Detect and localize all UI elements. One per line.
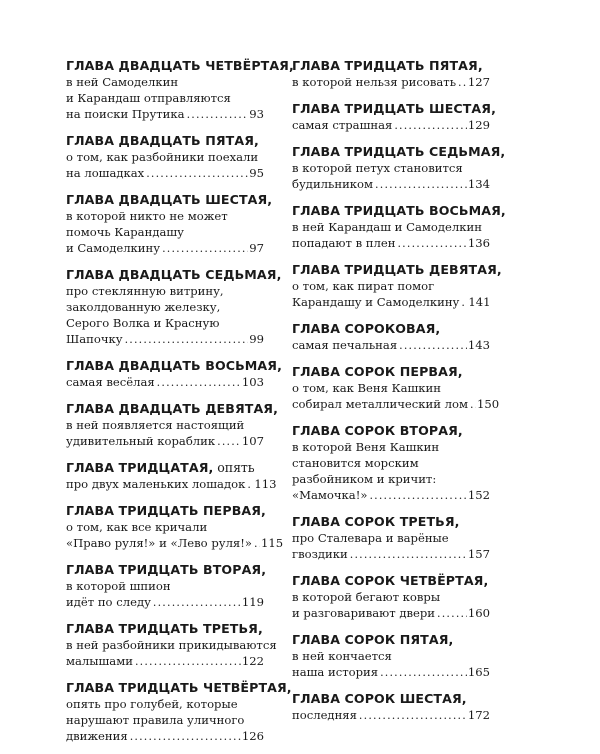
chapter-heading (66, 266, 282, 283)
chapter-description-line (66, 149, 264, 165)
description-text: на лошадках (66, 166, 145, 180)
description-text: в которой шпион (66, 579, 171, 593)
toc-entry (66, 57, 294, 123)
chapter-description-line (292, 471, 490, 487)
description-text: опять про голубей, которые (66, 697, 238, 711)
chapter-description-line (292, 530, 490, 546)
chapter-heading (292, 631, 490, 648)
chapter-title: ГЛАВА СОРОК ЧЕТВЁРТАЯ, (292, 573, 489, 588)
chapter-title: ГЛАВА ТРИДЦАТЬ ВТОРАЯ, (66, 562, 267, 577)
toc-entry (66, 502, 284, 552)
dot-leader (458, 75, 467, 91)
chapter-description-line (292, 396, 500, 413)
chapter-description-line (66, 90, 264, 106)
description-text: Шапочку (66, 332, 123, 346)
description-text: заколдованную железку, (66, 300, 221, 314)
dot-leader (470, 397, 476, 413)
description-text: самая страшная (292, 118, 393, 132)
chapter-heading (292, 422, 490, 439)
chapter-description-line (66, 224, 264, 240)
chapter-heading (66, 57, 294, 74)
toc-entry (66, 561, 267, 611)
toc-entry (66, 459, 277, 493)
dot-leader (157, 375, 241, 391)
chapter-title: ГЛАВА ТРИДЦАТЬ ВОСЬМАЯ, (292, 203, 506, 218)
chapter-description-line (66, 535, 284, 552)
chapter-heading (66, 502, 264, 519)
chapter-title: ГЛАВА ТРИДЦАТЬ ШЕСТАЯ, (292, 101, 496, 116)
toc-entry (66, 679, 292, 745)
description-text: на поиски Прутика (66, 107, 185, 121)
toc-entry (292, 513, 490, 563)
toc-entry (292, 261, 502, 311)
description-text: в которой Веня Кашкин (292, 440, 440, 454)
chapter-description-line (292, 74, 490, 91)
toc-entry (66, 357, 282, 391)
dot-leader (146, 166, 248, 182)
description-text: про стеклянную витрину, (66, 284, 224, 298)
description-text: нарушают правила уличного (66, 713, 245, 727)
description-text: попадают в плен (292, 236, 396, 250)
dot-leader (125, 332, 249, 348)
description-text: в ней появляется настоящий (66, 418, 245, 432)
chapter-description-line (292, 294, 490, 311)
toc-entry (292, 422, 490, 504)
chapter-heading (292, 690, 490, 707)
chapter-title: ГЛАВА ДВАДЦАТЬ ШЕСТАЯ, (66, 192, 273, 207)
chapter-heading (292, 202, 506, 219)
page-number: 172 (467, 708, 490, 722)
description-text: в ней кончается (292, 649, 392, 663)
chapter-title: ГЛАВА ДВАДЦАТЬ ЧЕТВЁРТАЯ, (66, 58, 294, 73)
chapter-description-line (292, 455, 490, 471)
chapter-heading (66, 459, 264, 476)
chapter-title: ГЛАВА ДВАДЦАТЬ СЕДЬМАЯ, (66, 267, 282, 282)
chapter-description-line (66, 315, 264, 331)
toc-entry (66, 266, 282, 348)
chapter-title: ГЛАВА ДВАДЦАТЬ ПЯТАЯ, (66, 133, 259, 148)
toc-entry (292, 631, 490, 681)
page-number: 93 (249, 107, 264, 121)
chapter-description-line (66, 637, 277, 653)
page-number: 150 (477, 397, 500, 411)
chapter-description-line (292, 337, 490, 354)
chapter-description-line (292, 648, 490, 664)
toc-entry (292, 572, 490, 622)
dot-leader (135, 654, 241, 670)
description-text: в которой петух становится (292, 161, 463, 175)
dot-leader (254, 536, 260, 552)
chapter-title: ГЛАВА ТРИДЦАТЬ СЕДЬМАЯ, (292, 144, 506, 159)
toc-entry (66, 400, 278, 450)
dot-leader (153, 595, 241, 611)
dot-leader (130, 729, 241, 745)
chapter-description-line (66, 74, 264, 90)
page-number: 157 (467, 547, 490, 561)
toc-entry (292, 202, 506, 252)
chapter-title: ГЛАВА ТРИДЦАТЬ ПЯТАЯ, (292, 58, 483, 73)
dot-leader (399, 338, 467, 354)
toc-left-column (66, 57, 294, 754)
description-text: Карандашу и Самоделкину (292, 295, 460, 309)
description-text: в ней Карандаш и Самоделкин (292, 220, 482, 234)
chapter-description-line (66, 240, 264, 257)
chapter-title: ГЛАВА ТРИДЦАТАЯ, (66, 460, 214, 475)
chapter-heading (292, 143, 506, 160)
chapter-heading (292, 572, 490, 589)
chapter-description-line (66, 433, 264, 450)
chapter-description-line (292, 278, 490, 294)
chapter-title: ГЛАВА ДВАДЦАТЬ ДЕВЯТАЯ, (66, 401, 278, 416)
description-text: про двух маленьких лошадок (66, 477, 246, 491)
chapter-description-line (66, 712, 264, 728)
chapter-heading (66, 679, 292, 696)
chapter-heading (66, 357, 282, 374)
dot-leader (375, 177, 467, 193)
chapter-title: ГЛАВА ТРИДЦАТЬ ТРЕТЬЯ, (66, 621, 263, 636)
toc-entry (292, 57, 490, 91)
chapter-heading (292, 57, 490, 74)
chapter-title: ГЛАВА ТРИДЦАТЬ ПЕРВАЯ, (66, 503, 266, 518)
chapter-title: ГЛАВА СОРОКОВАЯ, (292, 321, 441, 336)
chapter-description-line (66, 578, 264, 594)
toc-entry (292, 100, 496, 134)
dot-leader (217, 434, 241, 450)
description-text: в которой нельзя рисовать (292, 75, 457, 89)
chapter-description-line (292, 117, 490, 134)
description-text: и Карандаш отправляются (66, 91, 231, 105)
chapter-description-line (292, 219, 490, 235)
chapter-description-line (292, 707, 490, 724)
chapter-description-line (66, 208, 264, 224)
page-number: 126 (241, 729, 264, 743)
toc-entry (66, 191, 273, 257)
chapter-description-line (66, 728, 264, 745)
chapter-description-line (292, 487, 490, 504)
chapter-description-line (66, 696, 264, 712)
chapter-title: ГЛАВА ДВАДЦАТЬ ВОСЬМАЯ, (66, 358, 282, 373)
toc-entry (292, 143, 506, 193)
description-text: удивительный кораблик (66, 434, 216, 448)
chapter-description-line (292, 589, 490, 605)
chapter-description-line (66, 594, 264, 611)
chapter-title-continuation: опять (213, 460, 255, 475)
chapter-title: ГЛАВА СОРОК ВТОРАЯ, (292, 423, 463, 438)
description-text: самая печальная (292, 338, 398, 352)
description-text: наша история (292, 665, 379, 679)
page-number: 97 (249, 241, 264, 255)
page-number: 107 (241, 434, 264, 448)
description-text: помочь Карандашу (66, 225, 184, 239)
chapter-heading (292, 261, 502, 278)
description-text: идёт по следу (66, 595, 151, 609)
description-text: и разговаривают двери (292, 606, 436, 620)
chapter-description-line (292, 176, 490, 193)
chapter-heading (66, 132, 264, 149)
toc-entry (66, 620, 277, 670)
chapter-heading (292, 100, 496, 117)
page-number: 115 (261, 536, 284, 550)
description-text: и Самоделкину (66, 241, 161, 255)
page-number: 99 (249, 332, 264, 346)
chapter-description-line (66, 519, 264, 535)
chapter-heading (66, 191, 273, 208)
dot-leader (394, 118, 467, 134)
description-text: будильником (292, 177, 374, 191)
chapter-title: ГЛАВА ТРИДЦАТЬ ЧЕТВЁРТАЯ, (66, 680, 292, 695)
chapter-heading (66, 561, 267, 578)
chapter-title: ГЛАВА ТРИДЦАТЬ ДЕВЯТАЯ, (292, 262, 502, 277)
page-number: 141 (468, 295, 491, 309)
chapter-title: ГЛАВА СОРОК ПЕРВАЯ, (292, 364, 463, 379)
description-text: последняя (292, 708, 357, 722)
chapter-description-line (66, 331, 264, 348)
description-text: про Сталевара и варёные (292, 531, 449, 545)
chapter-description-line (66, 374, 264, 391)
page-number: 103 (241, 375, 264, 389)
chapter-description-line (66, 299, 264, 315)
chapter-heading (66, 400, 278, 417)
chapter-description-line (66, 165, 264, 182)
page-number: 136 (467, 236, 490, 250)
dot-leader (247, 477, 253, 493)
chapter-description-line (292, 664, 490, 681)
description-text: становится морским (292, 456, 419, 470)
description-text: малышами (66, 654, 133, 668)
chapter-description-line (292, 235, 490, 252)
chapter-description-line (66, 283, 264, 299)
chapter-description-line (292, 439, 490, 455)
chapter-description-line (292, 380, 490, 396)
page-number: 127 (467, 75, 490, 89)
dot-leader (187, 107, 249, 123)
page-number: 134 (467, 177, 490, 191)
description-text: в которой бегают ковры (292, 590, 441, 604)
dot-leader (350, 547, 467, 563)
chapter-title: ГЛАВА СОРОК ШЕСТАЯ, (292, 691, 467, 706)
description-text: самая весёлая (66, 375, 155, 389)
chapter-description-line (66, 106, 264, 123)
page-number: 165 (467, 665, 490, 679)
chapter-description-line (292, 605, 490, 622)
page-number: 95 (249, 166, 264, 180)
dot-leader (369, 488, 466, 504)
toc-right-column (292, 57, 506, 733)
description-text: «Мамочка!» (292, 488, 368, 502)
description-text: в ней Самоделкин (66, 75, 179, 89)
description-text: в ней разбойники прикидываются (66, 638, 277, 652)
description-text: разбойником и кричит: (292, 472, 437, 486)
chapter-description-line (292, 160, 490, 176)
page-number: 152 (467, 488, 490, 502)
chapter-heading (66, 620, 264, 637)
page-number: 160 (467, 606, 490, 620)
chapter-heading (292, 363, 490, 380)
page-number: 119 (241, 595, 264, 609)
page-number: 113 (254, 477, 277, 491)
page-number: 129 (467, 118, 490, 132)
description-text: о том, как разбойники поехали (66, 150, 259, 164)
page-number: 122 (241, 654, 264, 668)
chapter-description-line (66, 476, 277, 493)
toc-entry (292, 690, 490, 724)
dot-leader (461, 295, 467, 311)
description-text: гвоздики (292, 547, 348, 561)
chapter-description-line (292, 546, 490, 563)
chapter-description-line (66, 417, 264, 433)
dot-leader (359, 708, 467, 724)
dot-leader (437, 606, 467, 622)
toc-entry (292, 320, 490, 354)
page-number: 143 (467, 338, 490, 352)
dot-leader (162, 241, 248, 257)
chapter-heading (292, 513, 490, 530)
toc-entry (292, 363, 500, 413)
dot-leader (380, 665, 467, 681)
chapter-description-line (66, 653, 264, 670)
chapter-title: ГЛАВА СОРОК ТРЕТЬЯ, (292, 514, 460, 529)
description-text: о том, как Веня Кашкин (292, 381, 442, 395)
description-text: собирал металлический лом (292, 397, 468, 411)
description-text: о том, как все кричали (66, 520, 208, 534)
description-text: движения (66, 729, 128, 743)
description-text: о том, как пират помог (292, 279, 435, 293)
chapter-title: ГЛАВА СОРОК ПЯТАЯ, (292, 632, 454, 647)
chapter-heading (292, 320, 490, 337)
description-text: «Право руля!» и «Лево руля!» (66, 536, 252, 550)
dot-leader (397, 236, 466, 252)
description-text: в которой никто не может (66, 209, 228, 223)
description-text: Серого Волка и Красную (66, 316, 220, 330)
toc-entry (66, 132, 264, 182)
